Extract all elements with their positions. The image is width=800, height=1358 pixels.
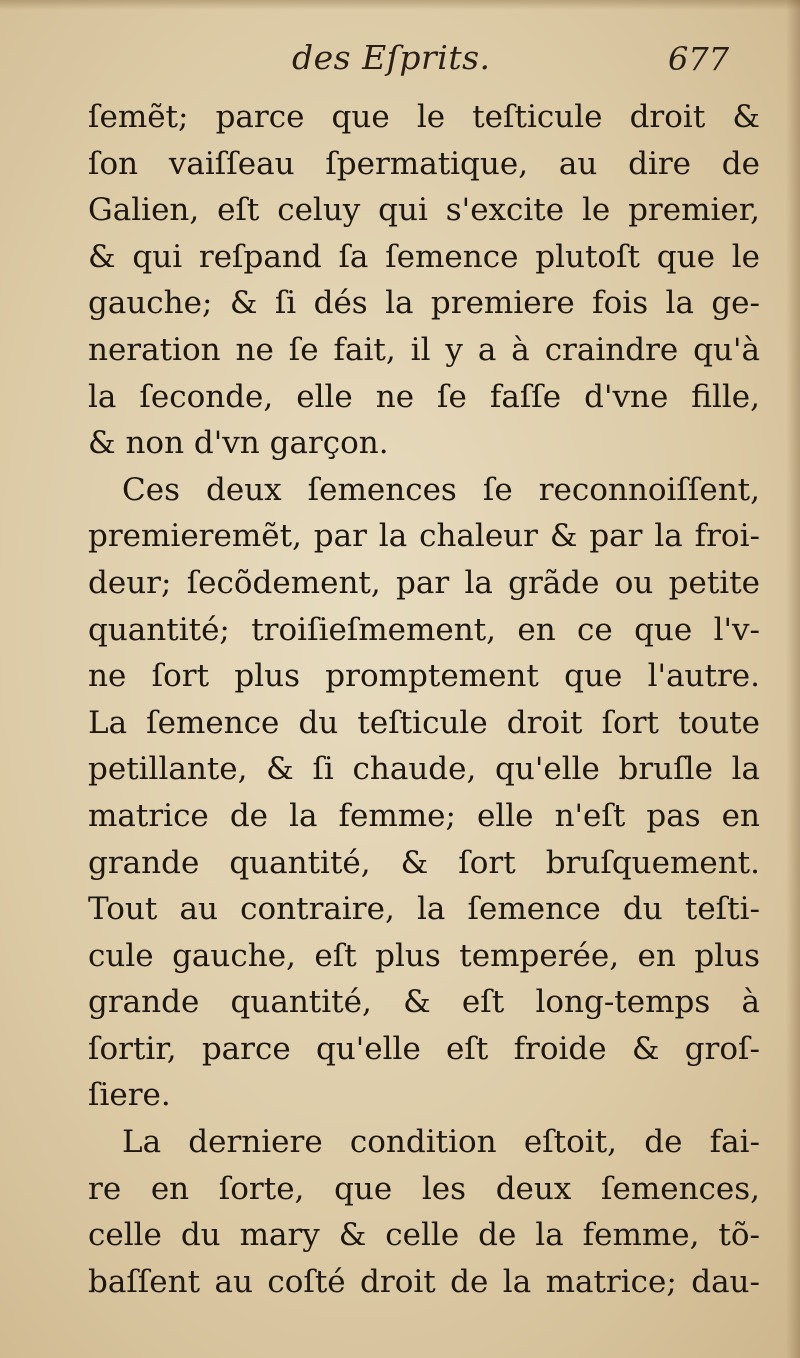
text-line: re en ſorte, que les deux ſemences, [88,1170,760,1207]
page-top-edge [0,0,800,10]
text-line: celle du mary & celle de la femme, tõ- [88,1217,760,1254]
text-line: grande quantité, & ſort bruſquement. [88,844,760,881]
text-line: deur; ſecõdement, par la grãde ou petite [88,564,760,601]
page-number: 677 [668,40,730,78]
text-line: la ſeconde, elle ne ſe faſſe d'vne fille, [88,378,760,415]
text-line: gauche; & ſi dés la premiere fois la ge- [88,285,760,322]
text-line: ſiere. [88,1077,171,1114]
text-line: La derniere condition eſtoit, de fai- [122,1124,760,1161]
text-line: Galien, eſt celuy qui s'excite le premier, [88,192,760,229]
page-header [0,38,800,88]
text-line: Ces deux ſemences ſe reconnoiſſent, [122,471,760,508]
text-line: premieremẽt, par la chaleur & par la froi- [88,518,760,555]
text-line: & qui reſpand ſa ſemence plutoſt que le [88,238,760,275]
text-line: baſſent au coſté droit de la matrice; dau- [88,1263,760,1300]
text-line: matrice de la femme; elle n'eſt pas en [88,797,760,834]
text-line: ne ſort plus promptement que l'autre. [88,658,760,695]
text-line: cule gauche, eſt plus temperée, en plus [88,937,760,974]
text-line: neration ne ſe fait, il y a à craindre qu'à [88,331,760,368]
text-line: ſon vaiſſeau ſpermatique, au dire de [88,145,760,182]
running-head: des Eſprits. [292,38,491,77]
text-line: ſemẽt; parce que le teſticule droit & [88,99,760,135]
text-line: ſortir, parce qu'elle eſt froide & groſ- [88,1030,760,1067]
text-line: Tout au contraire, la ſemence du teſti- [88,891,760,928]
text-line: & non d'vn garçon. [88,425,389,462]
text-line: grande quantité, & eſt long-temps à [88,984,760,1021]
page-right-edge [786,0,800,1358]
text-line: quantité; troiſieſmement, en ce que l'v- [88,611,760,648]
text-line: La ſemence du teſticule droit ſort toute [88,704,760,741]
body-text [88,94,760,1305]
text-line: petillante, & ſi chaude, qu'elle bruſle la [88,751,760,788]
